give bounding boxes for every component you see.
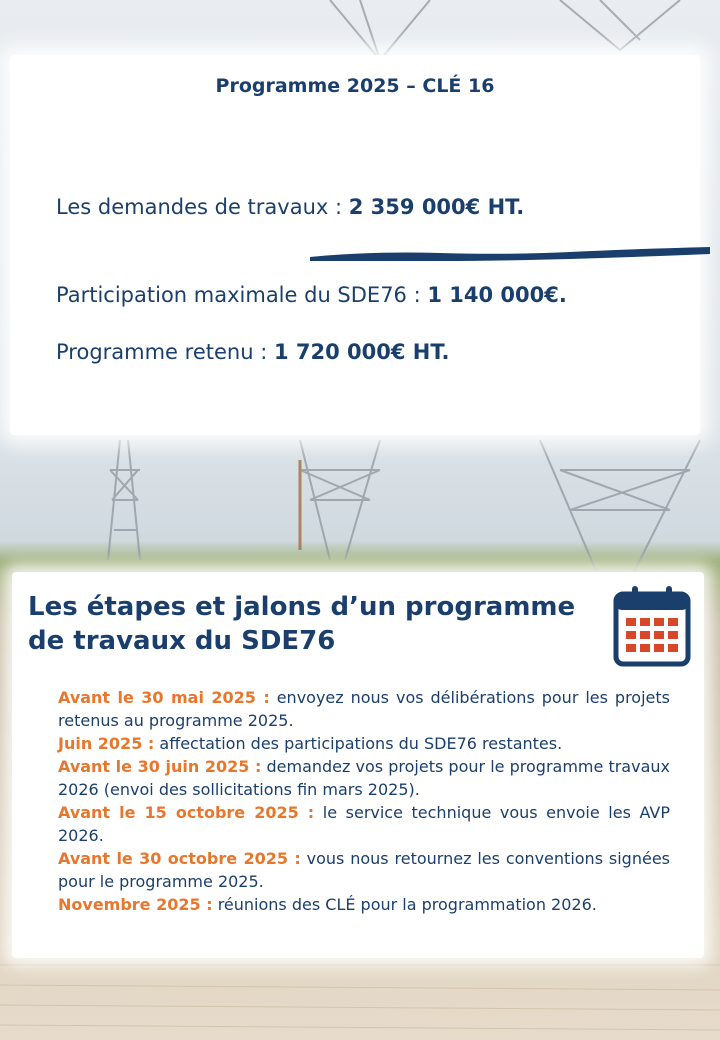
milestone-item: [58, 847, 670, 893]
section-title: Les étapes et jalons d’un programme de travaux du SDE76: [28, 592, 576, 656]
page-title: Programme 2025 – CLÉ 16: [215, 75, 495, 97]
stat-work-requests: [56, 195, 524, 219]
milestone-text: demandez vos projets pour le programme travaux 2026 (envoi des sollicitations fin mars 2025).: [58, 757, 670, 799]
milestone-date: Avant le 30 octobre 2025 :: [58, 849, 301, 868]
stat-label: Les demandes de travaux :: [56, 195, 349, 219]
milestone-text: réunions des CLÉ pour la programmation 2026.: [212, 895, 597, 914]
milestone-text: envoyez nous vos délibérations pour les projets retenus au programme 2025.: [58, 688, 670, 730]
milestones-panel: [12, 572, 704, 958]
milestone-date: Juin 2025 :: [58, 734, 155, 753]
stat-label: Programme retenu :: [56, 340, 274, 364]
stat-value: 1 720 000€ HT.: [273, 340, 450, 364]
milestone-text: affectation des participations du SDE76 restantes.: [154, 734, 563, 753]
milestone-item: [58, 893, 670, 916]
stat-value: 1 140 000€.: [427, 283, 567, 307]
stat-value: 2 359 000€ HT.: [348, 195, 525, 219]
milestones-list: [58, 686, 670, 916]
milestone-date: Novembre 2025 :: [58, 895, 213, 914]
milestone-text: le service technique vous envoie les AVP 2026.: [58, 803, 670, 845]
milestone-date: Avant le 15 octobre 2025 :: [58, 803, 315, 822]
brush-stroke-decoration: [310, 245, 710, 265]
milestone-item: [58, 755, 670, 801]
stat-max-participation: [56, 283, 567, 307]
calendar-icon: [612, 584, 692, 668]
stat-label: Participation maximale du SDE76 :: [56, 283, 428, 307]
milestone-text: vous nous retournez les conventions signées pour le programme 2025.: [58, 849, 671, 891]
stat-retained-program: [56, 340, 449, 364]
milestone-item: [58, 732, 670, 755]
program-summary-panel: [10, 55, 700, 435]
milestone-date: Avant le 30 mai 2025 :: [58, 688, 270, 707]
milestone-item: [58, 686, 670, 732]
milestone-item: [58, 801, 670, 847]
milestone-date: Avant le 30 juin 2025 :: [58, 757, 262, 776]
